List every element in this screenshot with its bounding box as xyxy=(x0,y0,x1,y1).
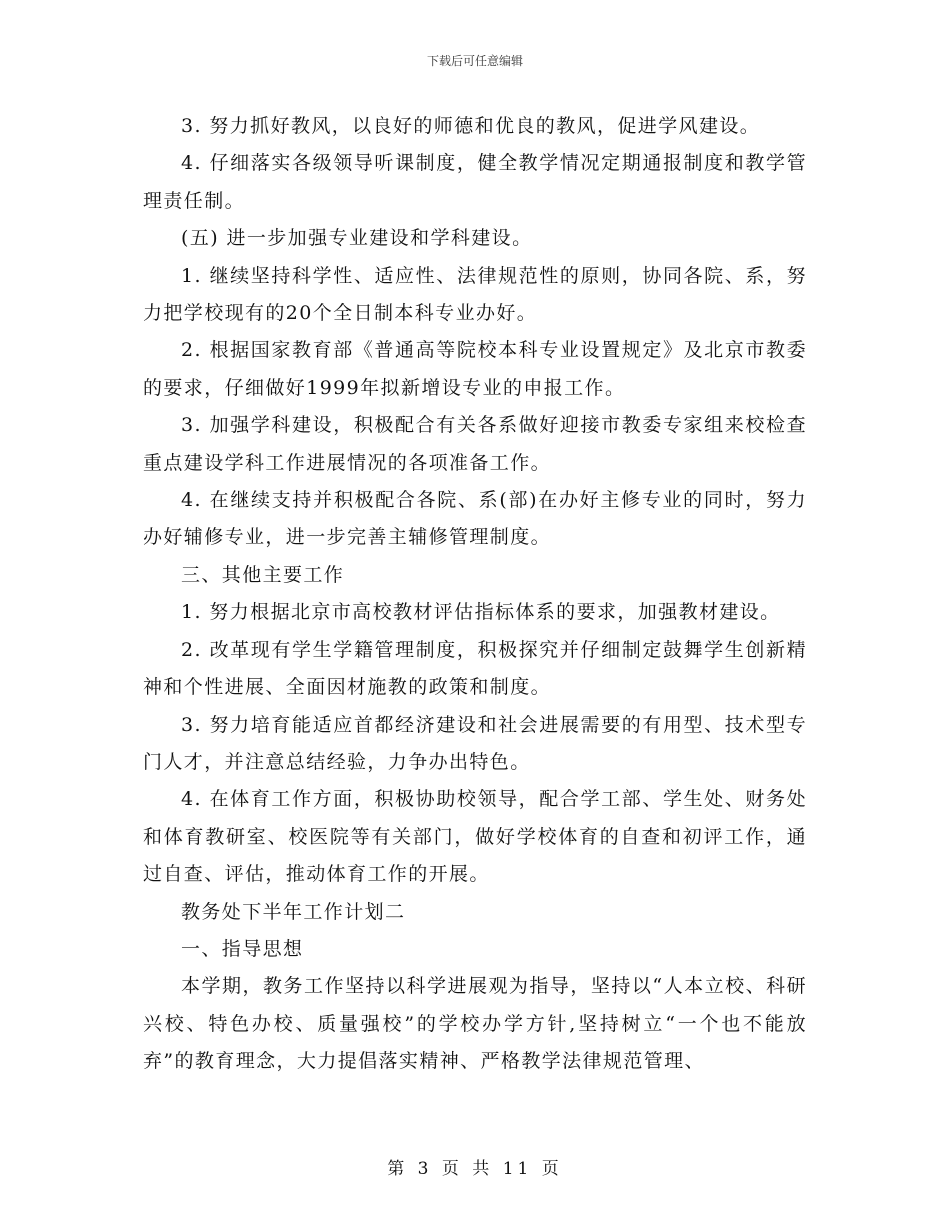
paragraph: 3. 努力抓好教风，以良好的师德和优良的教风，促进学风建设。 xyxy=(181,115,761,137)
paragraph: 2. 改革现有学生学籍管理制度，积极探究并仔细制定鼓舞学生创新精神和个性进展、全面因材施教的政策和制度。 xyxy=(143,638,807,699)
paragraph: 1. 努力根据北京市高校教材评估指标体系的要求，加强教材建设。 xyxy=(181,601,781,624)
section-heading: (五) 进一步加强专业建设和学科建设。 xyxy=(181,227,533,250)
section-heading: 三、其他主要工作 xyxy=(181,563,345,586)
paragraph: 2. 根据国家教育部《普通高等院校本科专业设置规定》及北京市教委的要求，仔细做好1999年拟新增设专业的申报工作。 xyxy=(143,339,807,399)
document-subtitle: 教务处下半年工作计划二 xyxy=(181,900,406,923)
document-body xyxy=(143,108,807,1081)
page-number-footer: 第 3 页 共 11 页 xyxy=(387,1159,563,1179)
paragraph: 3. 努力培育能适应首都经济建设和社会进展需要的有用型、技术型专门人才，并注意总结经验，力争办出特色。 xyxy=(143,713,807,773)
section-heading: 一、指导思想 xyxy=(181,937,304,960)
paragraph: 4. 在体育工作方面，积极协助校领导，配合学工部、学生处、财务处和体育教研室、校医院等有关部门，做好学校体育的自查和初评工作，通过自查、评估，推动体育工作的开展。 xyxy=(143,788,807,886)
paragraph: 本学期，教务工作坚持以科学进展观为指导，坚持以“人本立校、科研兴校、特色办校、质量强校”的学校办学方针,坚持树立“一个也不能放弃”的教育理念，大力提倡落实精神、严格教学法律规范管理、 xyxy=(143,975,807,1073)
paragraph: 4. 在继续支持并积极配合各院、系(部)在办好主修专业的同时，努力办好辅修专业，进一步完善主辅修管理制度。 xyxy=(143,489,807,549)
paragraph: 1. 继续坚持科学性、适应性、法律规范性的原则，协同各院、系，努力把学校现有的20个全日制本科专业办好。 xyxy=(143,264,807,325)
page-header-note: 下载后可任意编辑 xyxy=(426,54,523,68)
paragraph: 4. 仔细落实各级领导听课制度，健全教学情况定期通报制度和教学管理责任制。 xyxy=(143,152,807,212)
paragraph: 3. 加强学科建设，积极配合有关各系做好迎接市教委专家组来校检查重点建设学科工作进展情况的各项准备工作。 xyxy=(143,414,807,474)
